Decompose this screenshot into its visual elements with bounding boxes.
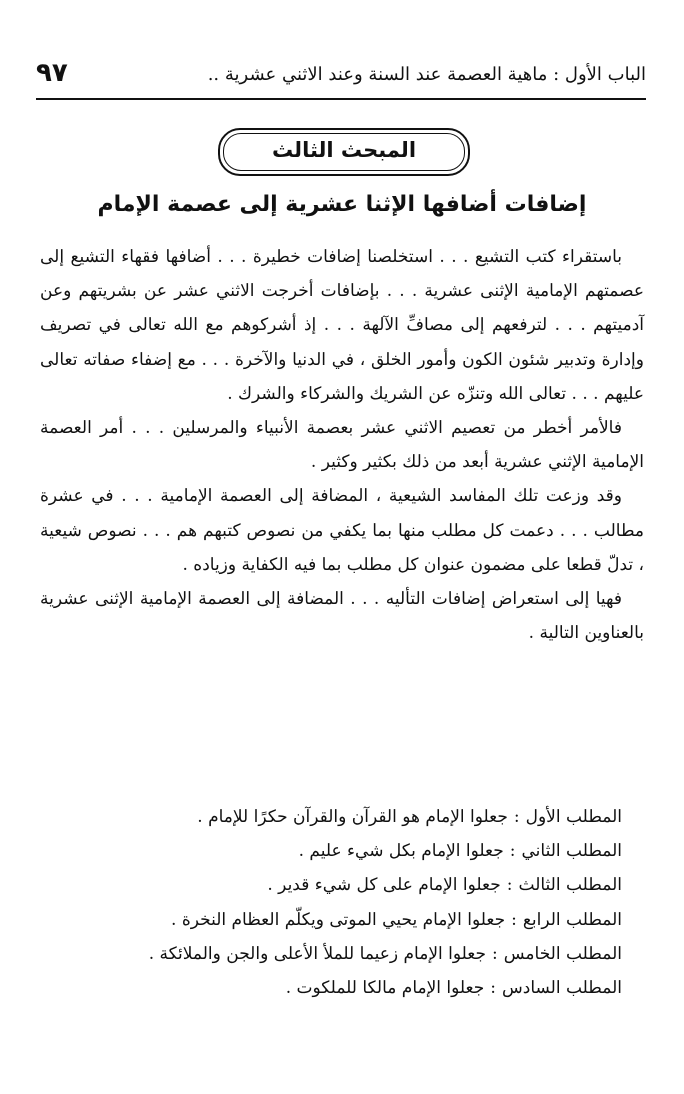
item-label: المطلب السادس [502, 977, 622, 998]
header-rule [36, 98, 646, 100]
paragraph: باستقراء كتب التشيع . . . استخلصنا إضافات خطيرة . . . أضافها فقهاء التشيع إلى عصمتهم الإمامية الإثنى عشرية . . . بإضافات أخرجت الاثني عشر عن بشريتهم وعن آدميتهم . . . لترفعهم إلى مصافِّ الآلهة . . . إذ أشركوهم مع الله تعالى في تصريف وإدارة وتدبير شئون الكون وأمور الخلق ، في الدنيا والآخرة . . . مع إضفاء صفاته تعالى عليهم . . . تعالى الله وتنزّه عن الشريك والشركاء والشرك . [40, 247, 644, 404]
item-separator: : [509, 841, 516, 862]
item-text: جعلوا الإمام زعيما للملأ الأعلى والجن والملائكة . [148, 943, 487, 964]
item-label: المطلب الخامس [503, 943, 622, 964]
section-subtitle: إضافات أضافها الإثنا عشرية إلى عصمة الإمام [97, 192, 587, 217]
item-separator: : [492, 943, 498, 964]
item-separator: : [511, 909, 517, 930]
item-label: المطلب الأول [525, 807, 622, 827]
item-text: جعلوا الإمام هو القرآن والقرآن حكرًا للإمام . [197, 807, 508, 827]
paragraph: فالأمر أخطر من تعصيم الاثني عشر بعصمة الأنبياء والمرسلين . . . أمر العصمة الإمامية الإثني عشرية أبعد من ذلك بكثير وكثير . [40, 418, 644, 473]
paragraph: فهيا إلى استعراض إضافات التأليه . . . المضافة إلى العصمة الإمامية الإثنى عشرية بالعناوين التالية . [40, 589, 644, 644]
item-label: المطلب الثالث [518, 875, 622, 896]
list-item [40, 868, 622, 902]
page-number: ٩٧ [36, 58, 68, 88]
item-text: جعلوا الإمام بكل شيء عليم . [298, 841, 504, 862]
item-separator: : [506, 875, 513, 896]
paragraph: وقد وزعت تلك المفاسد الشيعية ، المضافة إلى العصمة الإمامية . . . في عشرة مطالب . . . دعمت كل مطلب منها بما يكفي من نصوص كتبهم هم . . . نصوص شيعية ، تدلّ قطعا على مضمون عنوان كل مطلب بما فيه الكفاية وزياده . [40, 486, 644, 575]
items-list [40, 800, 622, 1005]
item-label: المطلب الثاني [521, 841, 622, 862]
section-title: المبحث الثالث [271, 138, 417, 162]
list-item [40, 937, 622, 971]
running-title: الباب الأول : ماهية العصمة عند السنة وعند الاثني عشرية .. [207, 64, 646, 85]
running-header [36, 56, 646, 96]
item-text: جعلوا الإمام مالكا للملكوت . [285, 977, 485, 998]
section-title-frame [218, 128, 470, 176]
body-text [40, 240, 644, 650]
list-item [40, 971, 622, 1005]
list-item [40, 800, 622, 834]
list-item [40, 834, 622, 868]
item-separator: : [490, 977, 497, 998]
item-text: جعلوا الإمام يحيي الموتى ويكلّم العظام النخرة . [171, 909, 506, 930]
item-separator: : [513, 807, 520, 827]
item-text: جعلوا الإمام على كل شيء قدير . [267, 875, 501, 896]
list-item [40, 903, 622, 937]
item-label: المطلب الرابع [522, 909, 622, 930]
